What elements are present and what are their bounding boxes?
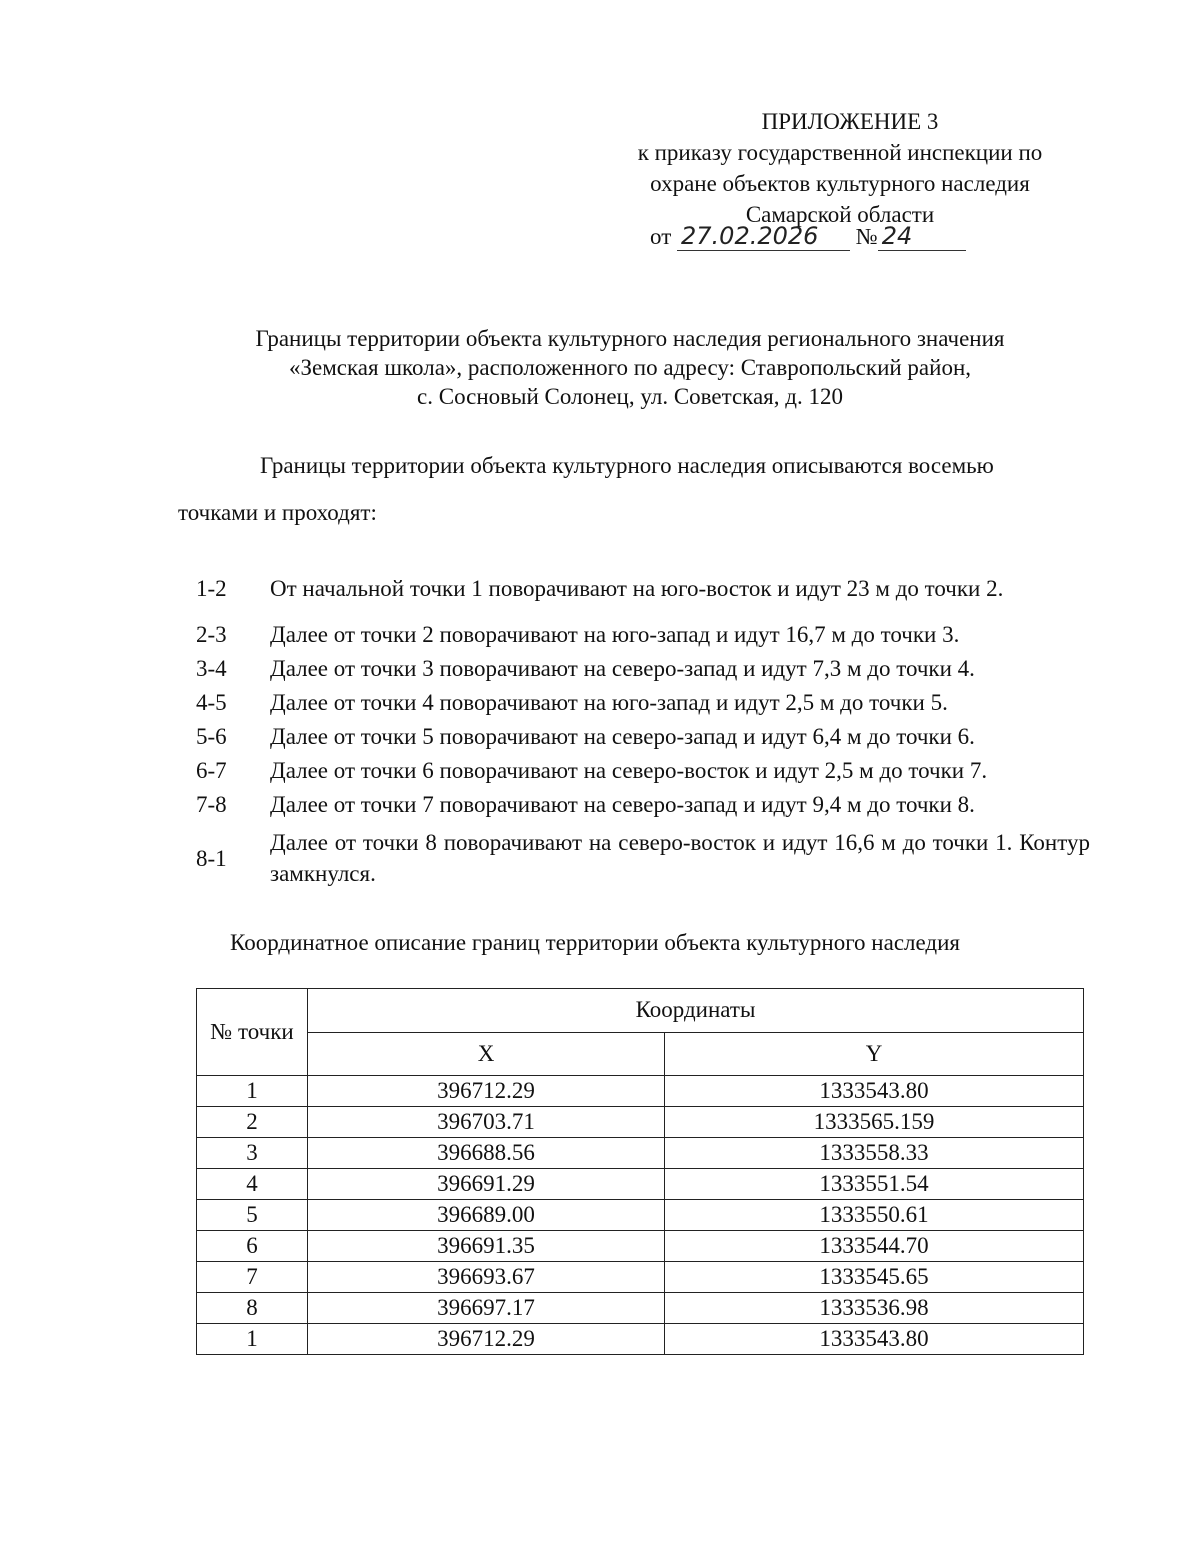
point-cell: 5: [197, 1200, 308, 1231]
number-label: №: [855, 224, 878, 249]
y-cell: 1333543.80: [665, 1324, 1084, 1355]
segment-code: 7-8: [196, 792, 227, 817]
table-row: [197, 1262, 1084, 1293]
segment-item: [196, 720, 1090, 754]
segment-code: 4-5: [196, 690, 227, 715]
segment-description: Далее от точки 7 поворачивают на северо-запад и идут 9,4 м до точки 8.: [270, 792, 975, 817]
handwritten-date: 27.02.2026: [677, 222, 850, 251]
segment-description: Далее от точки 3 поворачивают на северо-запад и идут 7,3 м до точки 4.: [270, 656, 975, 681]
heading-line-1: Границы территории объекта культурного наследия регионального значения: [255, 326, 1005, 351]
point-cell: 1: [197, 1324, 308, 1355]
x-cell: 396712.29: [308, 1076, 665, 1107]
table-row: [197, 1107, 1084, 1138]
point-cell: 2: [197, 1107, 308, 1138]
intro-line-2: точками и проходят:: [178, 500, 377, 525]
segment-item: [196, 754, 1090, 788]
order-date-number: [650, 222, 966, 251]
heading-line-3: с. Сосновый Солонец, ул. Советская, д. 120: [417, 384, 843, 409]
intro-paragraph: [178, 442, 1078, 536]
segment-description: От начальной точки 1 поворачивают на юго-восток и идут 23 м до точки 2.: [270, 575, 1004, 601]
segment-item: [196, 618, 1090, 652]
segment-code: 2-3: [196, 622, 227, 647]
point-cell: 4: [197, 1169, 308, 1200]
y-cell: 1333543.80: [665, 1076, 1084, 1107]
x-cell: 396691.35: [308, 1231, 665, 1262]
segment-code: 1-2: [196, 575, 227, 601]
table-row: [197, 1231, 1084, 1262]
intro-line-1: Границы территории объекта культурного наследия описываются восемью: [260, 453, 994, 478]
y-cell: 1333550.61: [665, 1200, 1084, 1231]
boundary-segments-list: [196, 558, 1090, 888]
x-cell: 396688.56: [308, 1138, 665, 1169]
segment-description: Далее от точки 2 поворачивают на юго-запад и идут 16,7 м до точки 3.: [270, 622, 960, 647]
y-cell: 1333545.65: [665, 1262, 1084, 1293]
table-row: [197, 1200, 1084, 1231]
x-cell: 396691.29: [308, 1169, 665, 1200]
x-cell: 396689.00: [308, 1200, 665, 1231]
segment-description: Далее от точки 6 поворачивают на северо-восток и идут 2,5 м до точки 7.: [270, 758, 988, 783]
segment-description: Далее от точки 5 поворачивают на северо-запад и идут 6,4 м до точки 6.: [270, 724, 975, 749]
point-cell: 8: [197, 1293, 308, 1324]
table-row: [197, 1169, 1084, 1200]
segment-description: Далее от точки 8 поворачивают на северо-восток и идут 16,6 м до точки 1. Контур замкнулся.: [270, 830, 1090, 886]
appendix-header: [560, 106, 1120, 230]
point-cell: 3: [197, 1138, 308, 1169]
column-header-y: Y: [665, 1032, 1084, 1076]
segment-code: 5-6: [196, 724, 227, 749]
appendix-line-1: к приказу государственной инспекции по: [637, 140, 1043, 165]
y-cell: 1333536.98: [665, 1293, 1084, 1324]
x-cell: 396697.17: [308, 1293, 665, 1324]
segment-code: 8-1: [196, 845, 227, 871]
appendix-line-3: Самарской области: [745, 202, 935, 227]
segment-description: Далее от точки 4 поворачивают на юго-запад и идут 2,5 м до точки 5.: [270, 690, 948, 715]
table-row: [197, 1138, 1084, 1169]
point-cell: 1: [197, 1076, 308, 1107]
y-cell: 1333551.54: [665, 1169, 1084, 1200]
column-header-coordinates: Координаты: [308, 989, 1084, 1033]
column-header-x: X: [308, 1032, 665, 1076]
segment-item: [196, 558, 1090, 618]
segment-item: [196, 788, 1090, 822]
segment-code: 3-4: [196, 656, 227, 681]
point-cell: 7: [197, 1262, 308, 1293]
table-row: [197, 1293, 1084, 1324]
table-row: [197, 1076, 1084, 1107]
appendix-title: ПРИЛОЖЕНИЕ 3: [761, 109, 939, 134]
column-header-point: № точки: [197, 989, 308, 1076]
heading-line-2: «Земская школа», расположенного по адресу: Ставропольский район,: [288, 355, 972, 380]
segment-code: 6-7: [196, 758, 227, 783]
handwritten-number: 24: [878, 222, 966, 251]
x-cell: 396693.67: [308, 1262, 665, 1293]
x-cell: 396703.71: [308, 1107, 665, 1138]
table-row: [197, 1324, 1084, 1355]
from-label: от: [650, 224, 672, 249]
y-cell: 1333565.159: [665, 1107, 1084, 1138]
table-caption: Координатное описание границ территории объекта культурного наследия: [230, 930, 961, 955]
point-cell: 6: [197, 1231, 308, 1262]
y-cell: 1333558.33: [665, 1138, 1084, 1169]
document-heading: [190, 324, 1070, 411]
segment-item: [196, 686, 1090, 720]
segment-item: [196, 652, 1090, 686]
appendix-line-2: охране объектов культурного наследия: [650, 171, 1030, 196]
y-cell: 1333544.70: [665, 1231, 1084, 1262]
segment-item: [196, 828, 1090, 888]
coordinates-table: [196, 988, 1084, 1355]
x-cell: 396712.29: [308, 1324, 665, 1355]
